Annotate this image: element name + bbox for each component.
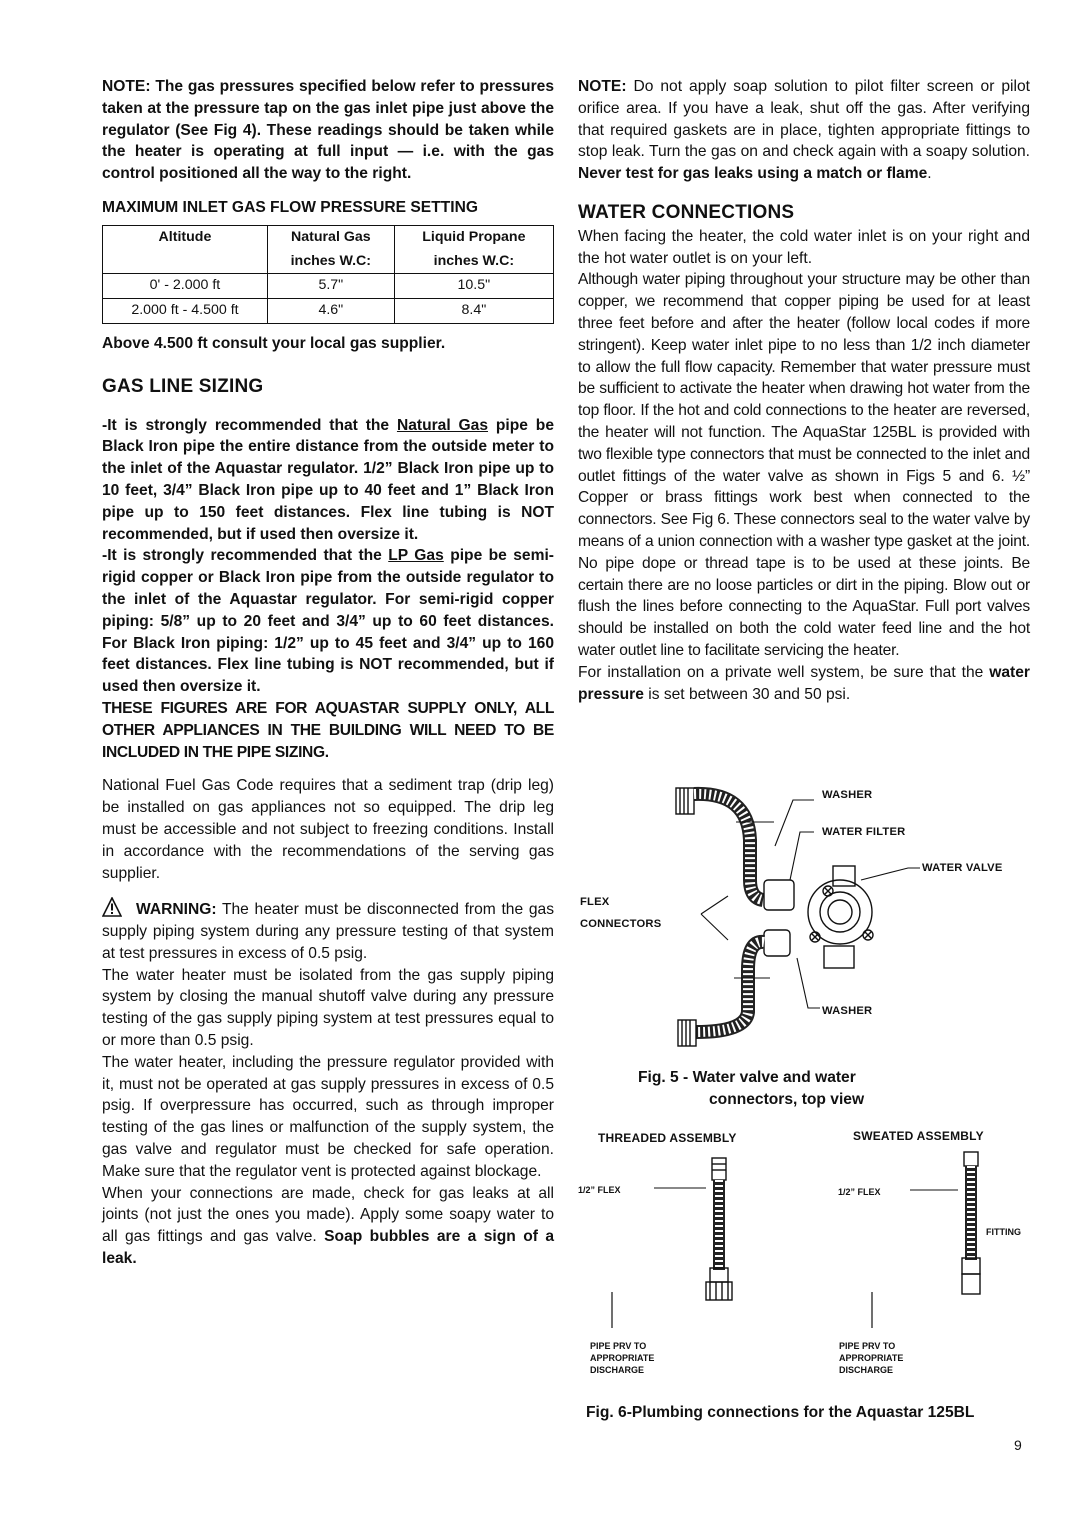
fig5-caption-line1: Fig. 5 - Water valve and water <box>638 1069 856 1086</box>
right-column <box>578 76 1030 705</box>
header-liquid-propane: Liquid Propane <box>394 225 553 249</box>
natural-gas-paragraph: -It is strongly recommended that the Natural Gas pipe be Black Iron pipe the entire distance from the outside meter to the inlet of the Aquastar regulator. 1/2” Black Iron pipe up to 10 feet, 3/4” Black Iron pipe up to 40 feet and 1” Black Iron pipe up to 150 feet distances. Flex line tubing is NOT recommended, but if used then oversize it. <box>102 416 554 543</box>
header-altitude: Altitude <box>103 225 268 249</box>
warning-paragraph: WARNING: The heater must be disconnected from the gas supply piping system during any pressure testing of that system at test pressures in excess of 0.5 psig. <box>102 897 554 964</box>
isolate-paragraph: The water heater must be isolated from the gas supply piping system by closing the manual shutoff valve during any pressure testing of the gas supply piping system at test pressures equal to or more than 0.5 psig. <box>102 966 554 1050</box>
table-cell: 5.7" <box>267 274 394 299</box>
fig5-caption-line2: connectors, top view <box>709 1091 865 1108</box>
label-washer-top: WASHER <box>822 789 873 801</box>
table-row <box>103 299 554 324</box>
water-piping-paragraph: Although water piping throughout your structure may be other than copper, we recommend that copper piping be used for at least three feet before and after the heater (follow local codes if more stringent). Keep water inlet pipe to no less than 1/2 inch diameter to allow the full flow capacity. Remember that water pressure must be sufficient to activate the heater when drawing hot water from the top floor. If the hot and cold connections to the heater are reversed, the heater will not function. The AquaStar 125BL is provided with two flexible type connectors that must be connected to the inlet and outlet fittings of the water valve as shown in Figs 5 and 6. ½” Copper or brass fittings work best when connected to the connectors. See Fig 6. These connectors seal to the water valve by means of a union connection with a washer type gasket at the joint. No pipe dope or thread tape is to be used at these joints. Be certain there are no loose particles or dirt in the piping. Blow out or flush the lines before connecting to the AquaStar. Full port valves should be installed on both the cold water feed line and the hot water outlet line to facilitate servicing the heater. <box>578 271 1030 659</box>
table-header-row-units <box>103 250 554 274</box>
table-row <box>103 274 554 299</box>
water-valve-diagram <box>578 780 1030 1050</box>
header-units-natural: inches W.C: <box>267 250 394 274</box>
water-connections-heading: WATER CONNECTIONS <box>578 201 795 223</box>
label-flex: FLEX <box>580 896 610 908</box>
table-cell: 10.5" <box>394 274 553 299</box>
left-column <box>102 76 554 1270</box>
label-prv-right: PIPE PRV TO APPROPRIATE DISCHARGE <box>839 1341 904 1375</box>
label-threaded-assembly: THREADED ASSEMBLY <box>598 1131 737 1145</box>
threaded-fitting-top <box>676 788 694 814</box>
nfgc-paragraph: National Fuel Gas Code requires that a sediment trap (drip leg) be installed on gas appliances not so equipped. The drip leg must be accessible and not subject to freezing conditions. Install in accordance with the recommendations of the serving gas supplier. <box>102 777 554 882</box>
label-prv-left: PIPE PRV TO APPROPRIATE DISCHARGE <box>590 1341 655 1375</box>
warning-icon <box>102 897 122 917</box>
table-cell: 4.6" <box>267 299 394 324</box>
table-cell: 2.000 ft - 4.500 ft <box>103 299 268 324</box>
sweated-top-fitting <box>964 1152 978 1166</box>
gas-pressure-table <box>102 225 554 324</box>
label-fitting: FITTING <box>986 1227 1021 1237</box>
label-washer-bottom: WASHER <box>822 1005 873 1017</box>
page-number: 9 <box>1014 1437 1022 1453</box>
water-intro-paragraph: When facing the heater, the cold water inlet is on your right and the hot water outlet is on your left. <box>578 227 1030 267</box>
table-header-row <box>103 225 554 249</box>
warning-label: WARNING: <box>136 901 217 919</box>
header-units-propane: inches W.C: <box>394 250 553 274</box>
gas-line-sizing-heading: GAS LINE SIZING <box>102 375 264 397</box>
threaded-top-fitting <box>712 1158 726 1180</box>
above-altitude-note: Above 4.500 ft consult your local gas supplier. <box>102 334 446 352</box>
label-flex-right: 1/2” FLEX <box>838 1187 881 1197</box>
natural-gas-term: Natural Gas <box>396 416 489 434</box>
lp-gas-term: LP Gas <box>388 547 444 565</box>
aquastar-supply-note: THESE FIGURES ARE FOR AQUASTAR SUPPLY ONLY, ALL OTHER APPLIANCES IN THE BUILDING WILL NEED TO BE INCLUDED IN THE PIPE SIZING. <box>102 699 554 761</box>
lp-gas-paragraph: -It is strongly recommended that the LP Gas pipe be semi-rigid copper or Black Iron pipe from the outside regulator to the inlet of the Aquastar regulator. For semi-rigid copper piping: 5/8” up to 20 feet and 3/4” up to 60 feet distances. For Black Iron piping: 1/2” up to 45 feet and 3/4” up to 160 feet distances. Flex line tubing is NOT recommended, but if used then oversize it. <box>102 547 554 696</box>
sweated-bottom-fitting <box>962 1274 980 1294</box>
table-cell: 0' - 2.000 ft <box>103 274 268 299</box>
water-valve-bottom-port <box>824 946 854 968</box>
label-water-filter: WATER FILTER <box>822 826 906 838</box>
gas-pressure-note: NOTE: The gas pressures specified below refer to pressures taken at the pressure tap on the gas inlet pipe just above the regulator (See Fig 4). These readings should be taken while the heater is operating at full input — i.e. with the gas control positioned all the way to the right. <box>102 78 554 183</box>
leak-check-paragraph: When your connections are made, check for gas leaks at all joints (not just the ones you made). Apply some soapy water to all gas fittings and gas valve. Soap bubbles are a sign of a leak. <box>102 1184 554 1268</box>
regulator-paragraph: The water heater, including the pressure regulator provided with it, must not be operated at gas supply pressures in excess of 0.5 psig. If overpressure has occurred, such as through improper testing of the gas lines or malfunction of the supply system, the gas valve and regulator must be checked for safe operation. Make sure that the regulator vent is protected against blockage. <box>102 1053 554 1180</box>
water-valve-top-port <box>833 866 855 886</box>
label-connectors: CONNECTORS <box>580 918 662 930</box>
header-natural-gas: Natural Gas <box>267 225 394 249</box>
soap-note-paragraph: NOTE: Do not apply soap solution to pilot filter screen or pilot orifice area. If you have a leak, shut off the gas. After verifying that required gaskets are in place, tighten appropriate fittings to stop leak. Turn the gas on and check again with a soapy solution. Never test for gas leaks using a match or flame. <box>578 78 1030 183</box>
table-title: MAXIMUM INLET GAS FLOW PRESSURE SETTING <box>102 198 478 216</box>
header-units-blank <box>103 250 268 274</box>
label-flex-left: 1/2” FLEX <box>578 1185 621 1195</box>
well-system-paragraph: For installation on a private well system, be sure that the water pressure is set between 30 and 50 psi. <box>578 663 1030 703</box>
threaded-fitting-bottom <box>678 1020 696 1046</box>
label-sweated-assembly: SWEATED ASSEMBLY <box>853 1129 984 1143</box>
table-cell: 8.4" <box>394 299 553 324</box>
fig6-caption: Fig. 6-Plumbing connections for the Aquastar 125BL <box>586 1404 975 1421</box>
label-water-valve: WATER VALVE <box>922 862 1003 874</box>
